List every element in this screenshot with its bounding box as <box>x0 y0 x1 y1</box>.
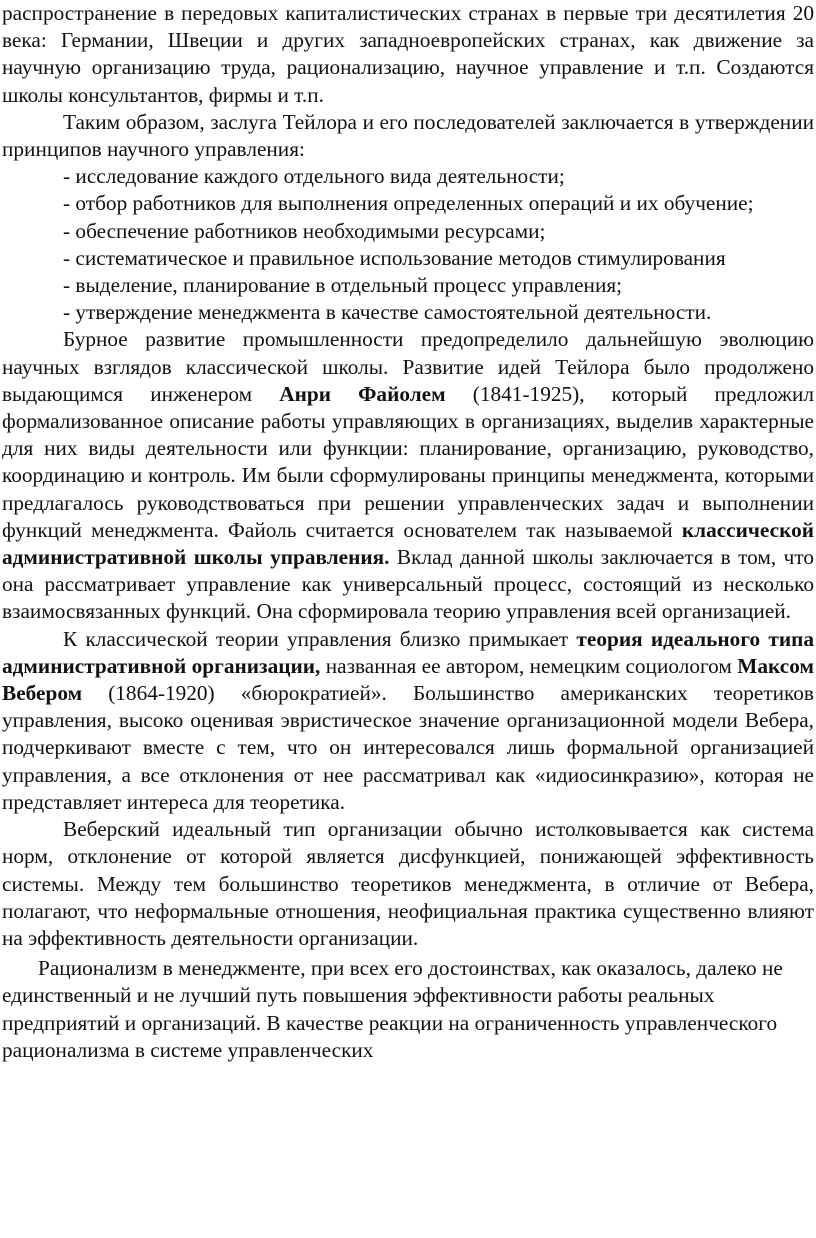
paragraph-rationalism: Рационализм в менеджменте, при всех его достоинствах, как оказалось, далеко не единственный и не лучший путь повышения эффективности работы реальных предприятий и организаций. В качестве реакции на ограниченность управленческого рационализма в системе управленческих <box>2 956 783 1062</box>
text-run: (1864-1920) «бюрократией». Большинство американских теоретиков управления, высоко оценивая эвристическое значение организационной модели Вебера, подчеркивают вместе с тем, что он интересовался лишь формальной организацией управления, а все отклонения от нее рассматривал как «идиосинкразию», которая не представляет интереса для теоретика. <box>2 681 814 814</box>
paragraph-fayol <box>2 326 814 625</box>
bold-name-weber: Максом Вебером <box>2 653 814 706</box>
text-run: названная ее автором, немецким социологом <box>320 653 738 678</box>
list-item: - систематическое и правильное использование методов стимулирования <box>63 245 726 270</box>
text-run: К классической теории управления близко примыкает <box>63 626 577 651</box>
bold-name-fayol: Анри Файолем <box>279 381 446 406</box>
text-run: Вклад данной школы заключается в том, что она рассматривает управление как универсальный процесс, состоящий из несколько взаимосвязанных функций. Она сформировала теорию управления всей организацией. <box>2 545 815 624</box>
text-run: Бурное развитие промышленности предопределило дальнейшую эволюцию научных взглядов классической школы. Развитие идей Тейлора было продолжено выдающимся инженером <box>2 327 814 406</box>
paragraph-weberian-ideal-type: Веберский идеальный тип организации обычно истолковывается как система норм, отклонение от которой является дисфункцией, понижающей эффективность системы. Между тем большинство теоретиков менеджмента, в отличие от Вебера, полагают, что неформальные отношения, неофициальная практика существенно влияют на эффективность деятельности организации. <box>2 817 814 950</box>
list-item: - исследование каждого отдельного вида деятельности; <box>63 164 565 189</box>
paragraph-taylor-merit: Таким образом, заслуга Тейлора и его последователей заключается в утверждении принципов научного управления: <box>2 109 814 162</box>
principles-list <box>2 163 814 326</box>
paragraph-continuation: распространение в передовых капиталистических странах в первые три десятилетия 20 века: Германии, Швеции и других западноевропейских странах, как движение за научную организацию труда, рационализацию, научное управление и т.п. Создаются школы консультантов, фирмы и т.п. <box>2 1 814 107</box>
list-item: - выделение, планирование в отдельный процесс управления; <box>63 273 623 298</box>
text-run: (1841-1925), который предложил формализованное описание работы управляющих в организациях, выделив характерные для них виды деятельности или функции: планирование, организацию, руководство, координацию и контроль. Им были сформулированы принципы менеджмента, которыми предлагалось руководствоваться при решении управленческих задач и выполнении функций менеджмента. Файоль считается основателем так называемой <box>2 381 815 542</box>
list-item: - утверждение менеджмента в качестве самостоятельной деятельности. <box>63 300 712 325</box>
bold-term-ideal-type: теория идеального типа административной организации, <box>2 626 815 678</box>
list-item: - отбор работников для выполнения определенных операций и их обучение; <box>63 191 754 216</box>
paragraph-weber <box>2 626 814 816</box>
list-item: - обеспечение работников необходимыми ресурсами; <box>63 218 546 243</box>
bold-term-administrative-school: классической административной школы управления. <box>2 517 814 570</box>
